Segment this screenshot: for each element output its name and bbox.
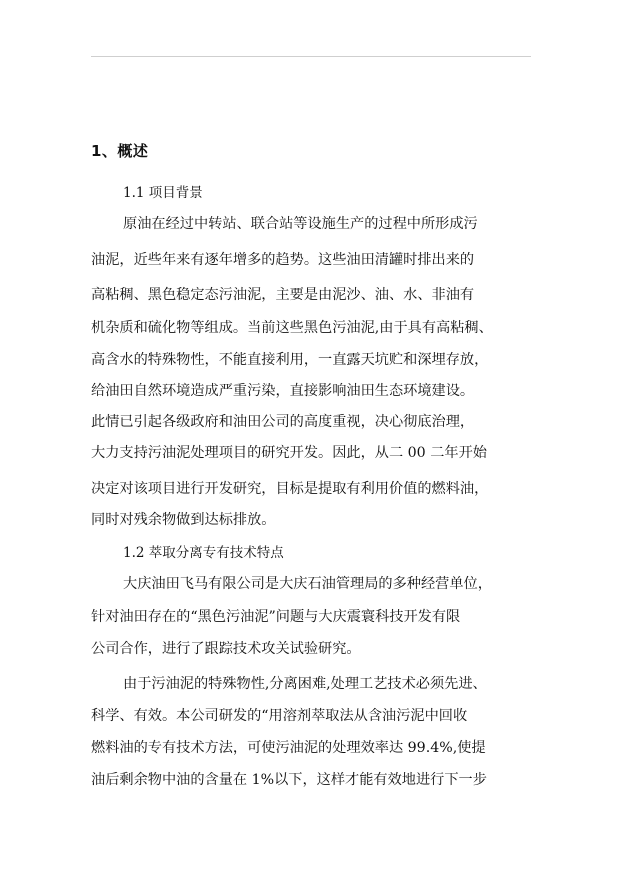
paragraph-line: 燃料油的专有技术方法，可使污油泥的处理效率达 99.4%,使提 — [91, 740, 486, 756]
paragraph-line: 油泥，近些年来有逐年增多的趋势。这些油田清罐时排出来的 — [91, 252, 475, 268]
header-rule — [91, 56, 531, 57]
paragraph-line: 公司合作，进行了跟踪技术攻关试验研究。 — [91, 641, 361, 657]
paragraph-line: 此情已引起各级政府和油田公司的高度重视，决心彻底治理， — [91, 414, 475, 430]
subsection-title: 1.2 萃取分离专有技术特点 — [123, 545, 284, 561]
paragraph-line: 科学、有效。本公司研发的“用溶剂萃取法从含油污泥中回收 — [91, 708, 468, 724]
paragraph-line: 给油田自然环境造成严重污染，直接影响油田生态环境建设。 — [91, 383, 475, 399]
paragraph-line: 由于污油泥的特殊物性,分离困难,处理工艺技术必须先进、 — [123, 676, 487, 692]
section-title: 1、概述 — [91, 142, 149, 160]
paragraph-line: 原油在经过中转站、联合站等设施生产的过程中所形成污 — [123, 216, 478, 232]
subsection-title: 1.1 项目背景 — [123, 185, 203, 201]
paragraph-line: 大力支持污油泥处理项目的研究开发。因此，从二 00 二年开始 — [91, 445, 487, 461]
paragraph-line: 高粘稠、黑色稳定态污油泥，主要是由泥沙、油、水、非油有 — [91, 287, 475, 303]
paragraph-line: 机杂质和硫化物等组成。当前这些黑色污油泥,由于具有高粘稠、 — [91, 320, 493, 336]
paragraph-line: 同时对残余物做到达标排放。 — [91, 512, 276, 528]
paragraph-line: 大庆油田飞马有限公司是大庆石油管理局的多种经营单位， — [123, 576, 492, 592]
paragraph-line: 针对油田存在的“黑色污油泥”问题与大庆震寰科技开发有限 — [91, 609, 461, 625]
paragraph-line: 油后剩余物中油的含量在 1%以下，这样才能有效地进行下一步 — [91, 772, 487, 788]
paragraph-line: 决定对该项目进行开发研究，目标是提取有利用价值的燃料油， — [91, 481, 489, 497]
paragraph-line: 高含水的特殊物性，不能直接利用，一直露天坑贮和深埋存放， — [91, 352, 489, 368]
